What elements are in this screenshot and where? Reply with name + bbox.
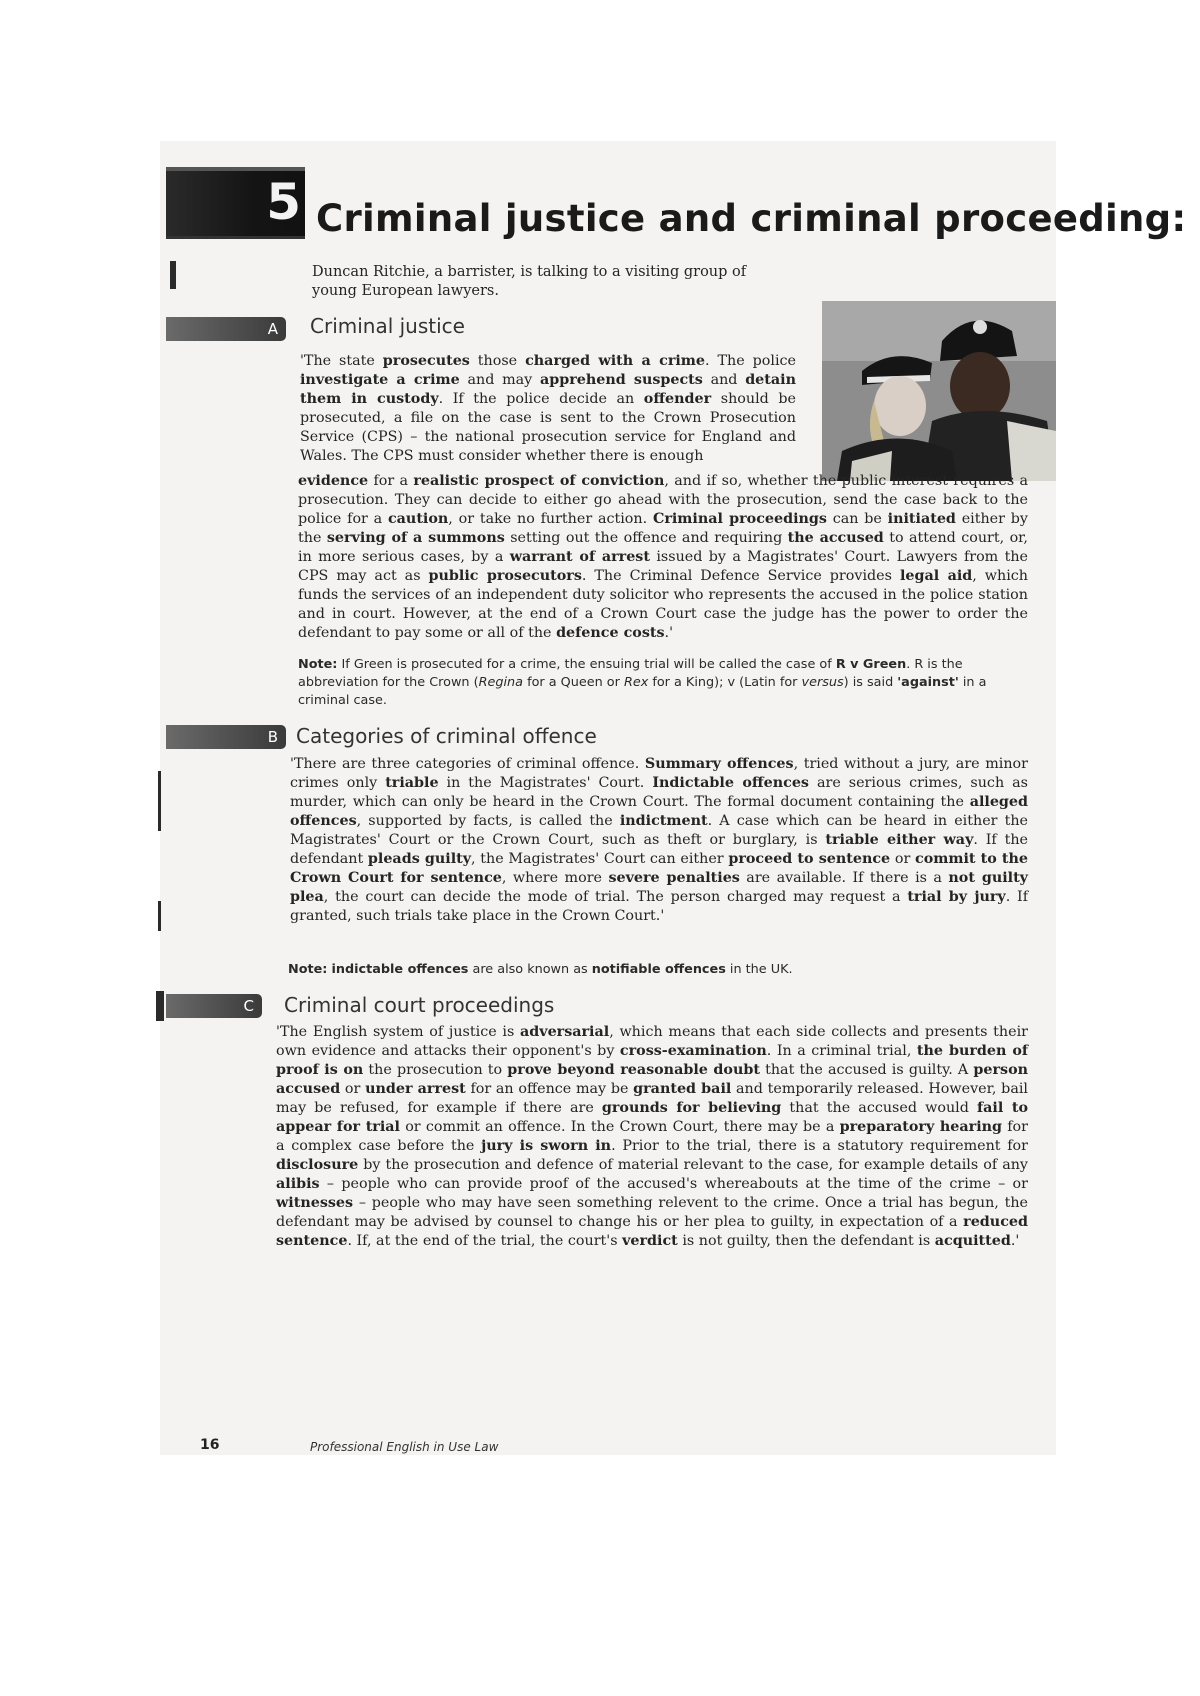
body-text: , the court can decide the mode of trial. The person charged may request a	[323, 889, 908, 905]
body-text: , where more	[501, 870, 609, 886]
key-term: investigate a crime	[300, 372, 460, 388]
key-term: defence costs	[556, 625, 665, 641]
body-text: – people who may have seen something relevent to the crime. Once a trial has begun, the defendant may be advised by counsel to change his or her plea to guilty, in expectation of a	[276, 1195, 1028, 1230]
body-text: that the accused would	[781, 1100, 978, 1116]
body-text: – people who can provide proof of the accused's whereabouts at the time of the crime – or	[319, 1176, 1028, 1192]
body-text: . If, at the end of the trial, the court's	[347, 1233, 623, 1249]
body-text: should be prosecuted, a file on the case is sent to the Crown Prosecution Service (CPS) – the national prosecution service for England and Wales. The CPS must consider whether there is enough	[300, 391, 796, 464]
key-term: the accused	[787, 530, 884, 546]
body-text: . If the police decide an	[438, 391, 644, 407]
key-term: granted bail	[633, 1081, 732, 1097]
section-tab-c	[166, 994, 262, 1018]
margin-mark	[158, 901, 161, 931]
key-term: disclosure	[276, 1157, 359, 1173]
key-term: commit to the Crown Court for sentence	[290, 851, 1029, 886]
body-text: . The Criminal Defence Service provides	[581, 568, 900, 584]
body-text: the prosecution to	[363, 1062, 508, 1078]
body-text: either by the	[298, 511, 1028, 546]
section-heading-b: Categories of criminal offence	[296, 724, 597, 748]
police-officers-photo	[822, 301, 1056, 481]
key-term: severe penalties	[608, 870, 740, 886]
body-text: , or take no further action.	[448, 511, 653, 527]
body-text: to attend court, or, in more serious cases, by a	[298, 530, 1028, 565]
body-text: and temporarily released. However, bail may be refused, for example if there are	[276, 1081, 1028, 1116]
key-term: trial by jury	[907, 889, 1006, 905]
section-heading-c: Criminal court proceedings	[284, 993, 555, 1017]
body-text: 'The state	[300, 353, 383, 369]
body-text: issued by a Magistrates' Court. Lawyers from the CPS may act as	[298, 549, 1029, 584]
key-term: offender	[643, 391, 712, 407]
key-term: Indictable offences	[652, 775, 809, 791]
body-text: for an offence may be	[465, 1081, 634, 1097]
body-text: can be	[826, 511, 888, 527]
key-term: triable either way	[825, 832, 974, 848]
key-term: cross-examination	[619, 1043, 767, 1059]
key-term: legal aid	[899, 568, 973, 584]
body-text: is not guilty, then the defendant is	[677, 1233, 935, 1249]
key-term: adversarial	[520, 1024, 610, 1040]
key-term: prosecutes	[382, 353, 470, 369]
section-b-note	[288, 961, 1028, 979]
margin-mark	[170, 261, 176, 289]
body-text: . If granted, such trials take place in the Crown Court.'	[290, 889, 1028, 924]
unit-number: 5	[266, 173, 301, 231]
body-text: are available. If there is a	[739, 870, 949, 886]
key-term: warrant of arrest	[509, 549, 650, 565]
key-term: pleads guilty	[367, 851, 472, 867]
key-term: charged with a crime	[525, 353, 706, 369]
key-term: initiated	[887, 511, 956, 527]
key-term: acquitted	[934, 1233, 1011, 1249]
key-term: evidence	[298, 473, 369, 489]
section-letter-a: A	[267, 320, 278, 338]
key-term: apprehend suspects	[539, 372, 703, 388]
body-text: 'The English system of justice is	[276, 1024, 521, 1040]
unit-title: Criminal justice and criminal proceeding:	[316, 197, 1187, 240]
body-text: , the Magistrates' Court can either	[471, 851, 729, 867]
key-term: alibis	[276, 1176, 320, 1192]
section-letter-b: B	[267, 728, 278, 746]
section-a-text	[300, 352, 796, 472]
body-text: . In a criminal trial,	[766, 1043, 917, 1059]
body-text: for a complex case before the	[276, 1119, 1028, 1154]
key-term: grounds for believing	[601, 1100, 782, 1116]
body-text: that the accused is guilty. A	[759, 1062, 974, 1078]
key-term: indictment	[619, 813, 708, 829]
body-text: . If the defendant	[290, 832, 1028, 867]
key-term: preparatory hearing	[839, 1119, 1003, 1135]
key-term: verdict	[622, 1233, 678, 1249]
body-text: , which means that each side collects and presents their own evidence and attacks their opponent's by	[276, 1024, 1028, 1059]
body-text: , and if so, whether the public interest requires a prosecution. They can decide to either go ahead with the prosecution, send the case back to the police for a	[298, 473, 1028, 527]
key-term: under arrest	[365, 1081, 466, 1097]
key-term: triable	[385, 775, 439, 791]
key-term: fail to appear for trial	[276, 1100, 1028, 1135]
key-term: proceed to sentence	[728, 851, 891, 867]
section-tab-a	[166, 317, 286, 341]
body-text: .'	[664, 625, 674, 641]
body-text: . Prior to the trial, there is a statutory requirement for	[611, 1138, 1028, 1154]
key-term: alleged offences	[290, 794, 1028, 829]
body-text: , which funds the services of an independent duty solicitor who represents the accused in the police station and in court. However, at the end of a Crown Court case the judge has the power to order the defendant to pay some or all of the	[298, 568, 1029, 641]
unit-number-block	[166, 167, 305, 239]
key-term: Summary offences	[644, 756, 794, 772]
section-a-text-continued	[298, 472, 1028, 643]
body-text: in the Magistrates' Court.	[438, 775, 653, 791]
intro-text: Duncan Ritchie, a barrister, is talking to a visiting group of young European lawyers.	[312, 264, 747, 299]
body-text: . The police	[705, 353, 796, 369]
note-text: Note: If Green is prosecuted for a crime, the ensuing trial will be called the case of R v Green. R is the abbreviation for the Crown (Regina for a Queen or Rex for a King); v (Latin for versus) is said 'against' in a criminal case.	[298, 657, 987, 708]
key-term: witnesses	[276, 1195, 354, 1211]
page-number: 16	[200, 1437, 220, 1453]
body-text: . A case which can be heard in either the Magistrates' Court or the Crown Court, such as theft or burglary, is	[290, 813, 1029, 848]
police-photo-illustration	[822, 301, 1056, 481]
body-text: and	[702, 372, 746, 388]
body-text: , tried without a jury, are minor crimes only	[290, 756, 1028, 791]
body-text: or commit an offence. In the Crown Court, there may be a	[399, 1119, 840, 1135]
section-tab-b	[166, 725, 286, 749]
key-term: serving of a summons	[326, 530, 505, 546]
key-term: public prosecutors	[428, 568, 582, 584]
key-term: detain them in custody	[300, 372, 796, 407]
body-text: by the prosecution and defence of material relevant to the case, for example details of any	[358, 1157, 1028, 1173]
book-title: Professional English in Use Law	[310, 1440, 499, 1454]
key-term: reduced sentence	[276, 1214, 1028, 1249]
body-text: are serious crimes, such as murder, which can only be heard in the Crown Court. The formal document containing the	[290, 775, 1028, 810]
section-a-note	[298, 656, 1028, 710]
section-heading-a: Criminal justice	[310, 314, 465, 338]
key-term: prove beyond reasonable doubt	[507, 1062, 760, 1078]
key-term: the burden of proof is on	[276, 1043, 1028, 1078]
key-term: not guilty plea	[290, 870, 1028, 905]
body-text: for a	[368, 473, 414, 489]
key-term: jury is sworn in	[481, 1138, 612, 1154]
body-text: and may	[459, 372, 540, 388]
key-term: Criminal proceedings	[652, 511, 827, 527]
textbook-page	[160, 141, 1187, 1455]
margin-mark	[158, 771, 161, 831]
key-term: caution	[387, 511, 449, 527]
body-text: or	[340, 1081, 366, 1097]
body-text: those	[469, 353, 526, 369]
note-text: Note: indictable offences are also known as notifiable offences in the UK.	[288, 962, 793, 977]
margin-mark	[156, 991, 164, 1021]
key-term: realistic prospect of conviction	[413, 473, 665, 489]
body-text: 'There are three categories of criminal offence.	[290, 756, 645, 772]
body-text: or	[890, 851, 915, 867]
body-text: .'	[1010, 1233, 1020, 1249]
key-term: person accused	[276, 1062, 1028, 1097]
section-b-text	[290, 755, 1028, 926]
section-letter-c: C	[243, 997, 254, 1015]
body-text: setting out the offence and requiring	[504, 530, 788, 546]
section-c-text	[276, 1023, 1028, 1251]
body-text: , supported by facts, is called the	[356, 813, 620, 829]
